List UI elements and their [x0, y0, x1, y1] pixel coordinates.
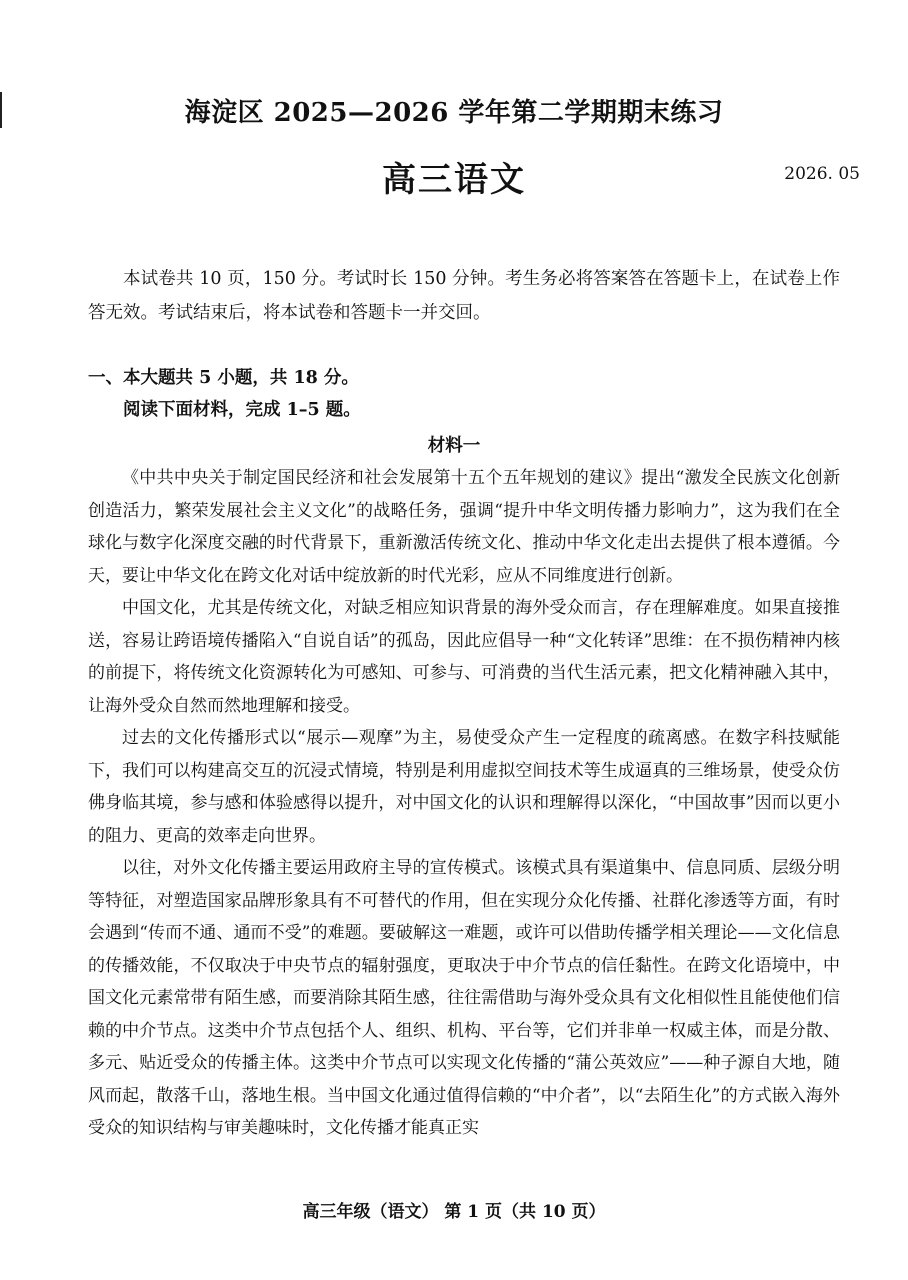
exam-title: 海淀区 2025—2026 学年第二学期期末练习	[184, 98, 724, 128]
subject-heading: 高三语文	[382, 160, 526, 200]
paragraph: 过去的文化传播形式以“展示—观摩”为主，易使受众产生一定程度的疏离感。在数字科技赋能下，我们可以构建高交互的沉浸式情境，特别是利用虚拟空间技术等生成逼真的三维场景，使受众仿佛身临其境，参与感和体验感得以提升，对中国文化的认识和理解得以深化，“中国故事”因而以更小的阻力、更高的效率走向世界。	[88, 728, 840, 846]
material-body	[88, 462, 840, 1145]
paragraph: 以往，对外文化传播主要运用政府主导的宣传模式。该模式具有渠道集中、信息同质、层级分明等特征，对塑造国家品牌形象具有不可替代的作用，但在实现分众化传播、社群化渗透等方面，有时会遇到“传而不通、通而不受”的难题。要破解这一难题，或许可以借助传播学相关理论——文化信息的传播效能，不仅取决于中央节点的辐射强度，更取决于中介节点的信任黏性。在跨文化语境中，中国文化元素常带有陌生感，而要消除其陌生感，往往需借助与海外受众具有文化相似性且能使他们信赖的中介节点。这类中介节点包括个人、组织、机构、平台等，它们并非单一权威主体，而是分散、多元、贴近受众的传播主体。这类中介节点可以实现文化传播的“蒲公英效应”——种子源自大地，随风而起，散落千山，落地生根。当中国文化通过值得信赖的“中介者”，以“去陌生化”的方式嵌入海外受众的知识结构与审美趣味时，文化传播才能真正实	[88, 858, 840, 1138]
exam-date: 2026. 05	[784, 164, 860, 184]
exam-instructions: 本试卷共 10 页，150 分。考试时长 150 分钟。考生务必将答案答在答题卡上，在试卷上作答无效。考试结束后，将本试卷和答题卡一并交回。	[88, 269, 840, 323]
material-title: 材料一	[427, 436, 481, 456]
paragraph: 《中共中央关于制定国民经济和社会发展第十五个五年规划的建议》提出“激发全民族文化创新创造活力，繁荣发展社会主义文化”的战略任务，强调“提升中华文明传播力影响力”，这为我们在全球化与数字化深度交融的时代背景下，重新激活传统文化、推动中华文化走出去提供了根本遵循。今天，要让中华文化在跨文化对话中绽放新的时代光彩，应从不同维度进行创新。	[88, 468, 840, 586]
page-footer: 高三年级（语文） 第 1 页（共 10 页）	[302, 1202, 606, 1222]
section-heading: 一、本大题共 5 小题，共 18 分。	[88, 368, 359, 388]
reading-instruction: 阅读下面材料，完成 1–5 题。	[123, 400, 361, 420]
paragraph: 中国文化，尤其是传统文化，对缺乏相应知识背景的海外受众而言，存在理解难度。如果直接推送，容易让跨语境传播陷入“自说自话”的孤岛，因此应倡导一种“文化转译”思维：在不损伤精神内核的前提下，将传统文化资源转化为可感知、可参与、可消费的当代生活元素，把文化精神融入其中，让海外受众自然而然地理解和接受。	[88, 598, 840, 716]
